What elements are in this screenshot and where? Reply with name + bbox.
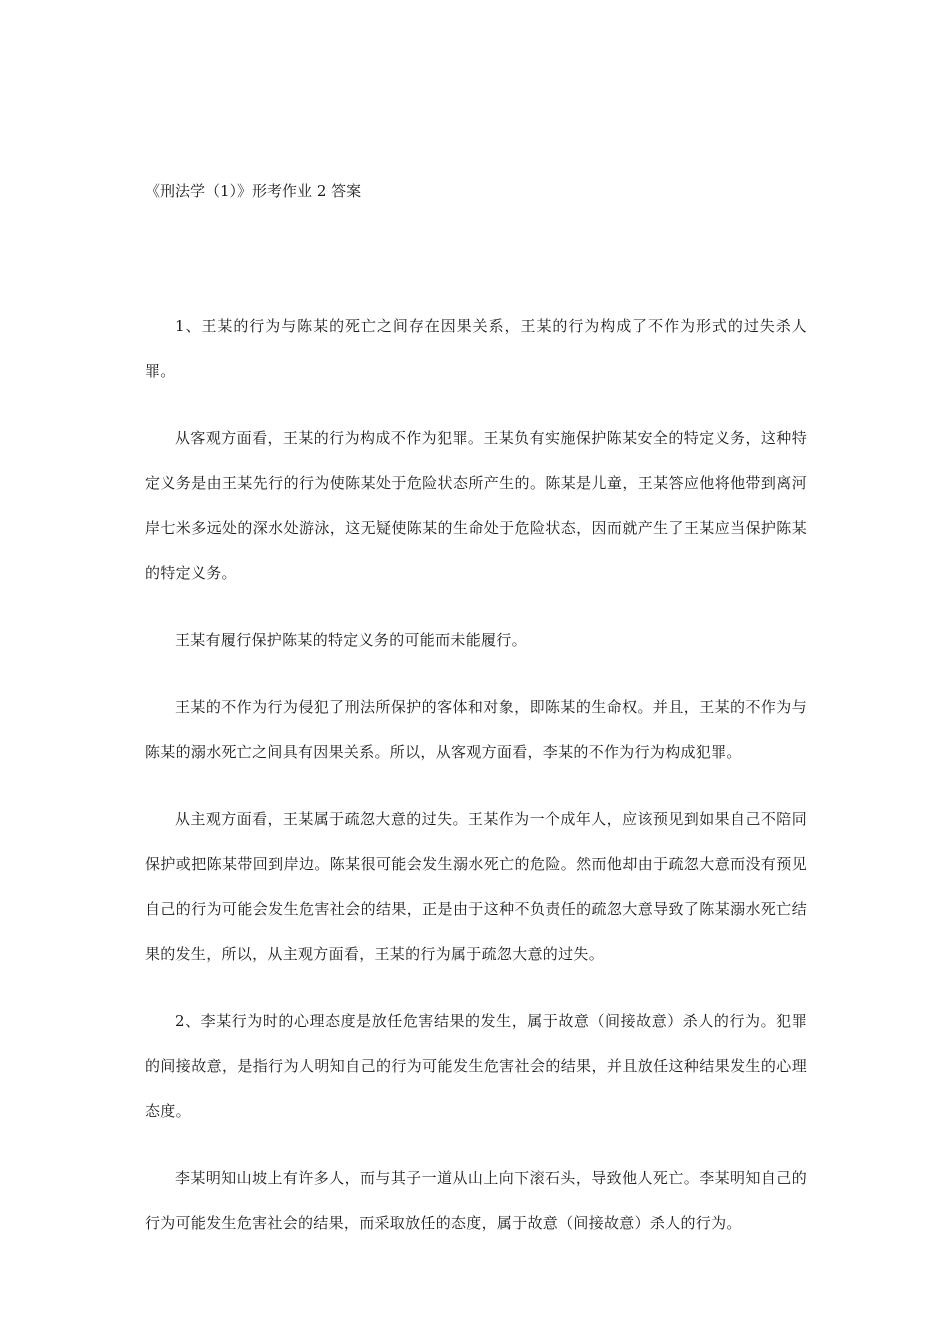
answer-paragraph-5: 从主观方面看，王某属于疏忽大意的过失。王某作为一个成年人，应该预见到如果自己不陪同保护或把陈某带回到岸边。陈某很可能会发生溺水死亡的危险。然而他却由于疏忽大意而没有预见自己的行为可能会发生危害社会的结果，正是由于这种不负责任的疏忽大意导致了陈某溺水死亡结果的发生，所以，从主观方面看，王某的行为属于疏忽大意的过失。 [145, 810, 807, 963]
answer-paragraph-3: 王某有履行保护陈某的特定义务的可能而未能履行。 [175, 631, 527, 649]
answer-paragraph-2: 从客观方面看，王某的行为构成不作为犯罪。王某负有实施保护陈某安全的特定义务，这种特定义务是由王某先行的行为使陈某处于危险状态所产生的。陈某是儿童，王某答应他将他带到离河岸七米多远处的深水处游泳，这无疑使陈某的生命处于危险状态，因而就产生了王某应当保护陈某的特定义务。 [145, 429, 807, 582]
document-body [145, 304, 807, 1268]
answer-paragraph-6: 2、李某行为时的心理态度是放任危害结果的发生，属于故意（间接故意）杀人的行为。犯罪的间接故意，是指行为人明知自己的行为可能发生危害社会的结果，并且放任这种结果发生的心理态度。 [145, 1012, 807, 1120]
answer-paragraph-7: 李某明知山坡上有许多人，而与其子一道从山上向下滚石头，导致他人死亡。李某明知自己的行为可能发生危害社会的结果，而采取放任的态度，属于故意（间接故意）杀人的行为。 [145, 1169, 807, 1232]
answer-paragraph-1: 1、王某的行为与陈某的死亡之间存在因果关系，王某的行为构成了不作为形式的过失杀人罪。 [145, 317, 807, 380]
document-title: 《刑法学（1）》形考作业 2 答案 [145, 182, 362, 200]
answer-paragraph-4: 王某的不作为行为侵犯了刑法所保护的客体和对象，即陈某的生命权。并且，王某的不作为与陈某的溺水死亡之间具有因果关系。所以，从客观方面看，李某的不作为行为构成犯罪。 [145, 698, 807, 761]
